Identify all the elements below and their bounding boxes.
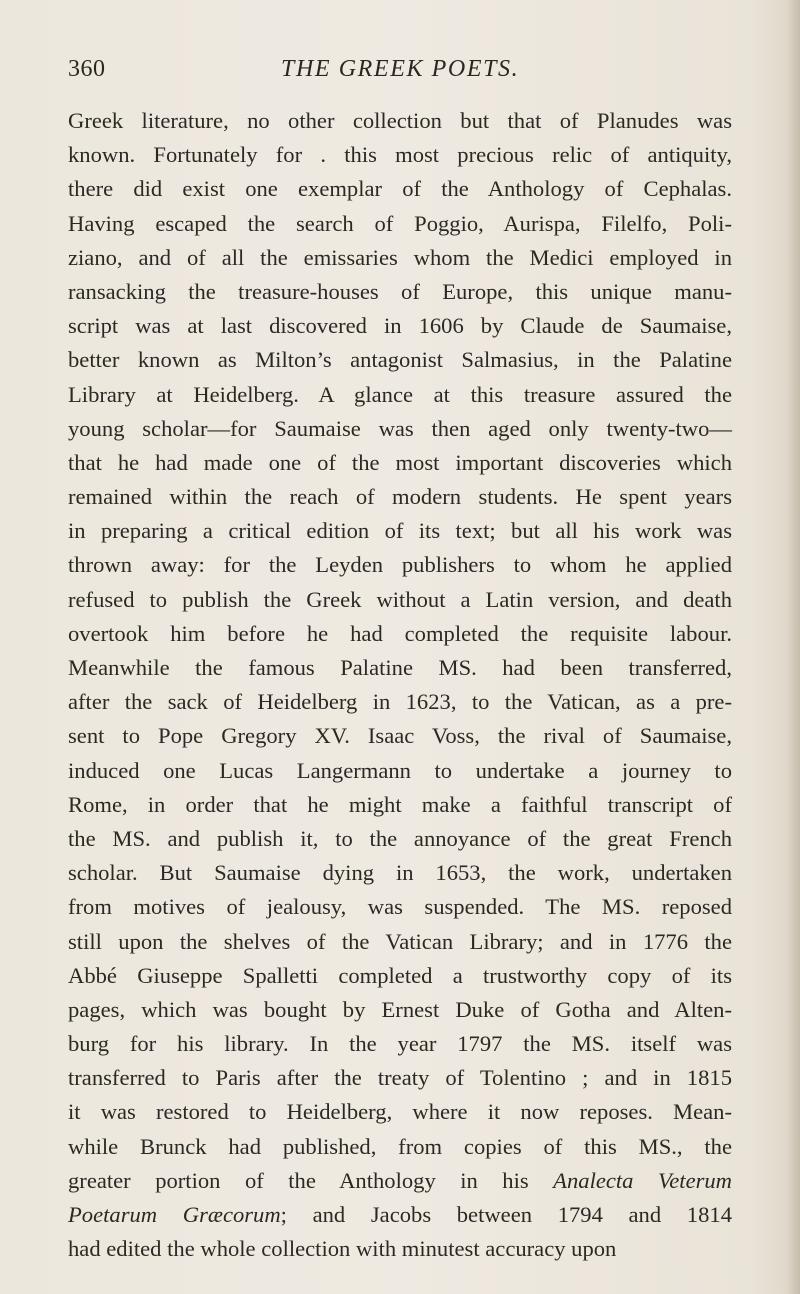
text-line: ransacking the treasure-houses of Europe, this unique manu- — [68, 278, 732, 304]
text-segment: greater portion of the Anthology in his — [68, 1167, 529, 1193]
text-line: Library at Heidelberg. A glance at this treasure assured the — [68, 381, 732, 407]
text-line: there did exist one exemplar of the Anthology of Cephalas. — [68, 176, 732, 202]
text-line: while Brunck had published, from copies of this MS., the — [68, 1133, 732, 1159]
text-line: ziano, and of all the emissaries whom the Medici employed in — [68, 244, 732, 270]
text-line: it was restored to Heidelberg, where it now reposes. Mean- — [68, 1099, 732, 1125]
text-line: Having escaped the search of Poggio, Aurispa, Filelfo, Poli- — [68, 210, 732, 236]
text-line: induced one Lucas Langermann to undertake a journey to — [68, 757, 732, 783]
text-line: scholar. But Saumaise dying in 1653, the work, undertaken — [68, 860, 732, 886]
text-line-mixed — [68, 1198, 732, 1232]
page-number: 360 — [68, 56, 106, 82]
text-line: had edited the whole collection with minutest accuracy upon — [68, 1236, 617, 1262]
text-line: the MS. and publish it, to the annoyance of the great French — [68, 825, 732, 851]
text-line: in preparing a critical edition of its text; but all his work was — [68, 518, 732, 544]
text-line: Abbé Giuseppe Spalletti completed a trustworthy copy of its — [68, 962, 732, 988]
text-line: transferred to Paris after the treaty of Tolentino ; and in 1815 — [68, 1065, 732, 1091]
text-line: pages, which was bought by Ernest Duke of Gotha and Alten- — [68, 996, 732, 1022]
text-line: remained within the reach of modern students. He spent years — [68, 484, 732, 510]
text-line: overtook him before he had completed the requisite labour. — [68, 620, 732, 646]
page-header — [68, 52, 732, 92]
text-line: better known as Milton’s antagonist Salmasius, in the Palatine — [68, 347, 732, 373]
text-line: burg for his library. In the year 1797 the MS. itself was — [68, 1031, 732, 1057]
text-segment: ; and Jacobs between 1794 and 1814 — [280, 1202, 732, 1227]
text-line: refused to publish the Greek without a Latin version, and death — [68, 586, 732, 612]
text-line: thrown away: for the Leyden publishers to whom he applied — [68, 552, 732, 578]
running-title: THE GREEK POETS. — [281, 56, 520, 82]
page-edge-shadow — [786, 0, 800, 1294]
text-line: after the sack of Heidelberg in 1623, to the Vatican, as a pre- — [68, 689, 732, 715]
text-line: sent to Pope Gregory XV. Isaac Voss, the rival of Saumaise, — [68, 723, 732, 749]
text-line: known. Fortunately for . this most precious relic of antiquity, — [68, 142, 732, 168]
text-line-mixed — [68, 1164, 732, 1198]
text-line: Rome, in order that he might make a faithful transcript of — [68, 791, 732, 817]
italic-title: Analecta Veterum — [553, 1167, 732, 1193]
text-line: from motives of jealousy, was suspended. The MS. reposed — [68, 894, 732, 920]
text-line: Greek literature, no other collection but that of Planudes was — [68, 108, 732, 133]
body-text — [68, 104, 732, 1266]
text-line: young scholar—for Saumaise was then aged only twenty-two— — [68, 415, 732, 441]
text-line: script was at last discovered in 1606 by Claude de Saumaise, — [68, 313, 732, 339]
text-line: still upon the shelves of the Vatican Library; and in 1776 the — [68, 928, 732, 954]
text-line: Meanwhile the famous Palatine MS. had been transferred, — [68, 655, 732, 680]
italic-title: Poetarum Græcorum — [68, 1202, 281, 1227]
text-line: that he had made one of the most important discoveries which — [68, 449, 732, 475]
